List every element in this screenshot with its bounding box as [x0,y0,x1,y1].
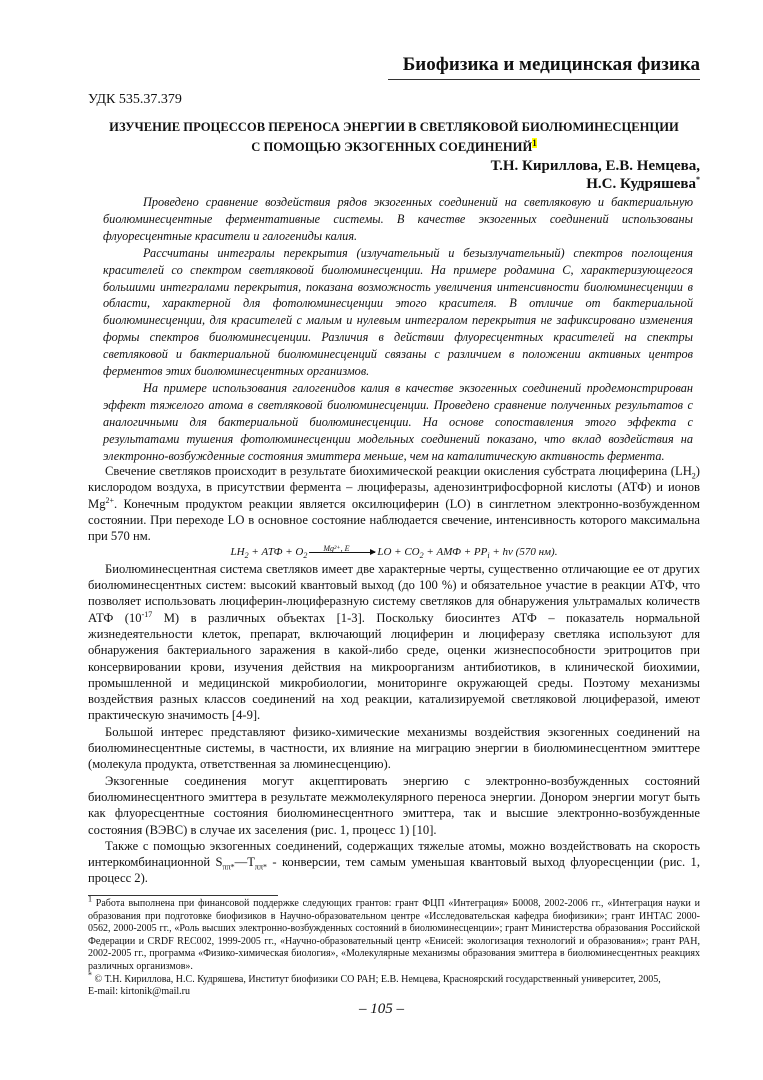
author-name: Н.С. Кудряшева [586,176,696,192]
header-rule [388,79,700,80]
article-title [88,120,700,155]
reaction-arrow-icon: Mg²⁺, E [309,552,375,553]
title-text: С ПОМОЩЬЮ ЭКЗОГЕННЫХ СОЕДИНЕНИЙ [251,139,533,154]
reaction-equation: $LH_2$ + АТФ + $O_2$ Mg²⁺, E LO + $CO_2$ + АМФ + $PP_i + h\nu$ (570 нм). [230,544,558,561]
authors-line-2 [491,175,700,193]
author-footnote-mark: * [696,175,700,184]
footnote-2: * © Т.Н. Кириллова, Н.С. Кудряшева, Институт биофизики СО РАН; Е.В. Немцева, Красноярский государственный университет, 2005, [88,970,661,985]
article-body [88,463,700,887]
title-line-1: ИЗУЧЕНИЕ ПРОЦЕССОВ ПЕРЕНОСА ЭНЕРГИИ В СВЕТЛЯКОВОЙ БИОЛЮМИНЕСЦЕНЦИИ [109,120,679,134]
body-paragraph: Свечение светляков происходит в результате биохимической реакции окисления субстрата люциферина $(LH_2)$ кислородом воздуха, в присутствии фермента – люциферазы, аденозинтрифосфорной кислоты (АТФ) и ионов $Mg^{2+}$. Конечным продуктом реакции является оксилюциферин (LO) в синглетном электронно-возбужденном состоянии. При переходе LO в основное состояние наблюдается свечение, интенсивность которого максимальна при 570 нм. [88,464,700,544]
page-number: – 105 – [359,1001,404,1017]
running-header: Биофизика и медицинская физика [402,54,700,75]
authors [491,157,700,193]
abstract-paragraph: Проведено сравнение воздействия рядов экзогенных соединений на светляковую и бактериальную биолюминесцентные ферментативные системы. В качестве экзогенных соединений использованы флуоресцентные красители и галогениды калия. [103,195,693,243]
body-paragraph: Экзогенные соединения могут акцептировать энергию с электронно-возбужденных состояний биолюминесцентного эмиттера в результате межмолекулярного переноса энергии. Донором энергии могут быть как флуоресцентные состояния биолюминесцентного эмиттера, так и высшие электронно-возбужденные состояния (ВЭВС) в случае их заселения (рис. 1, процесс 1) [10]. [88,773,700,837]
footnotes [88,894,700,999]
author-email[interactable]: E-mail: kirtonik@mail.ru [88,986,190,998]
title-line-2 [88,136,700,156]
footnote-marker[interactable]: 1 [532,137,537,148]
footnote-1: $^1$ Работа выполнена при финансовой поддержке следующих грантов: грант ФЦП «Интеграция» Б0008, 2002-2006 гг., «Интеграция науки и образования при подготовке биофизиков в Научно-образовательном центре «Исследовательская кафедра биофизики»; грант ИНТАС 2000-0562, 2000-2005 гг., «Роль высших электронно-возбужденных состояний в биолюминесценции»; грант Министерства образования Российской Федерации и CRDF REC002, 1999-2005 гг., «Научно-образовательный центр «Енисей: экологизация технологий и образования»; грант РАН, 2002-2005 гг., программа «Физико-химическая биология», «Молекулярные механизмы образования эмиттера в биолюминесцентных реакциях различных организмов». [88,894,700,972]
authors-line-1: Т.Н. Кириллова, Е.В. Немцева, [490,158,700,174]
body-paragraph: Большой интерес представляют физико-химические механизмы воздействия экзогенных соединений на биолюминесцентные системы, в частности, их влияние на миграцию энергии в биолюминесцентном эмиттере (молекула продукта, ответственная за люминесценцию). [88,724,700,772]
abstract [103,194,693,465]
abstract-paragraph: На примере использования галогенидов калия в качестве экзогенных соединений продемонстрирован эффект тяжелого атома в светляковой биолюминесценции. Проведено сравнение полученных результатов с аналогичными для бактериальной биолюминесценции. На основе сопоставления этого эффекта с результатами тушения фотолюминесценции модельных соединений показано, что вклад воздействия на электронно-возбужденные состояния эмиттера меньше, чем на каталитическую активность фермента. [103,380,693,463]
udk-code: УДК 535.37.379 [88,92,182,107]
footnote-separator [88,895,278,896]
body-paragraph: Также с помощью экзогенных соединений, содержащих тяжелые атомы, можно воздействовать на скорость интеркомбинационной $S_{\pi\pi*}—T_{\pi\pi*}$ - конверсии, тем самым уменьшая квантовый выход флуоресценции (рис. 1, процесс 2). [88,838,700,886]
body-paragraph: Биолюминесцентная система светляков имеет две характерные черты, существенно отличающие ее от других биолюминесцентных систем: высокий квантовый выход (до 100 %) и обязательное участие в реакции АТФ, что позволяет использовать люциферин-люциферазную систему светляков для обнаружения ультрамалых количеств АТФ ($10^{-17}$ М) в различных объектах [1-3]. Поскольку биосинтез АТФ – показатель нормальной жизнедеятельности клеток, препарат, включающий люциферин и люциферазу светляка используют для обнаружения бактериального заражения в какой-либо среде, оценки жизнеспособности эритроцитов при консервировании крови, изучения действия на микроорганизм антибиотиков, в клинической биохимии, промышленной и медицинской микробиологии, мониторинге окружающей среды. Поэтому механизмы воздействия разных классов соединений на ход реакции, катализируемой светляковой люциферазой, имеют практическую значимость [4-9]. [88,561,700,723]
abstract-paragraph: Рассчитаны интегралы перекрытия (излучательный и безызлучательный) спектров поглощения красителей со спектром светляковой биолюминесценции. На примере родамина С, характеризующегося большими интегралами перекрытия, показана возможность увеличения интенсивности биолюминесценции в области, характерной для фотолюминесценции этого красителя. В отличие от бактериальной биолюминесценции, для красителей с малым и нулевым интегралом перекрытия не зафиксировано изменения формы спектров биолюминесценции. Различия в действии флуоресцентных красителей на спектры светляковой и бактериальной биолюминесценций связаны с различием в положении активных центров ферментов этих биолюминесцентных организмов. [103,245,693,379]
